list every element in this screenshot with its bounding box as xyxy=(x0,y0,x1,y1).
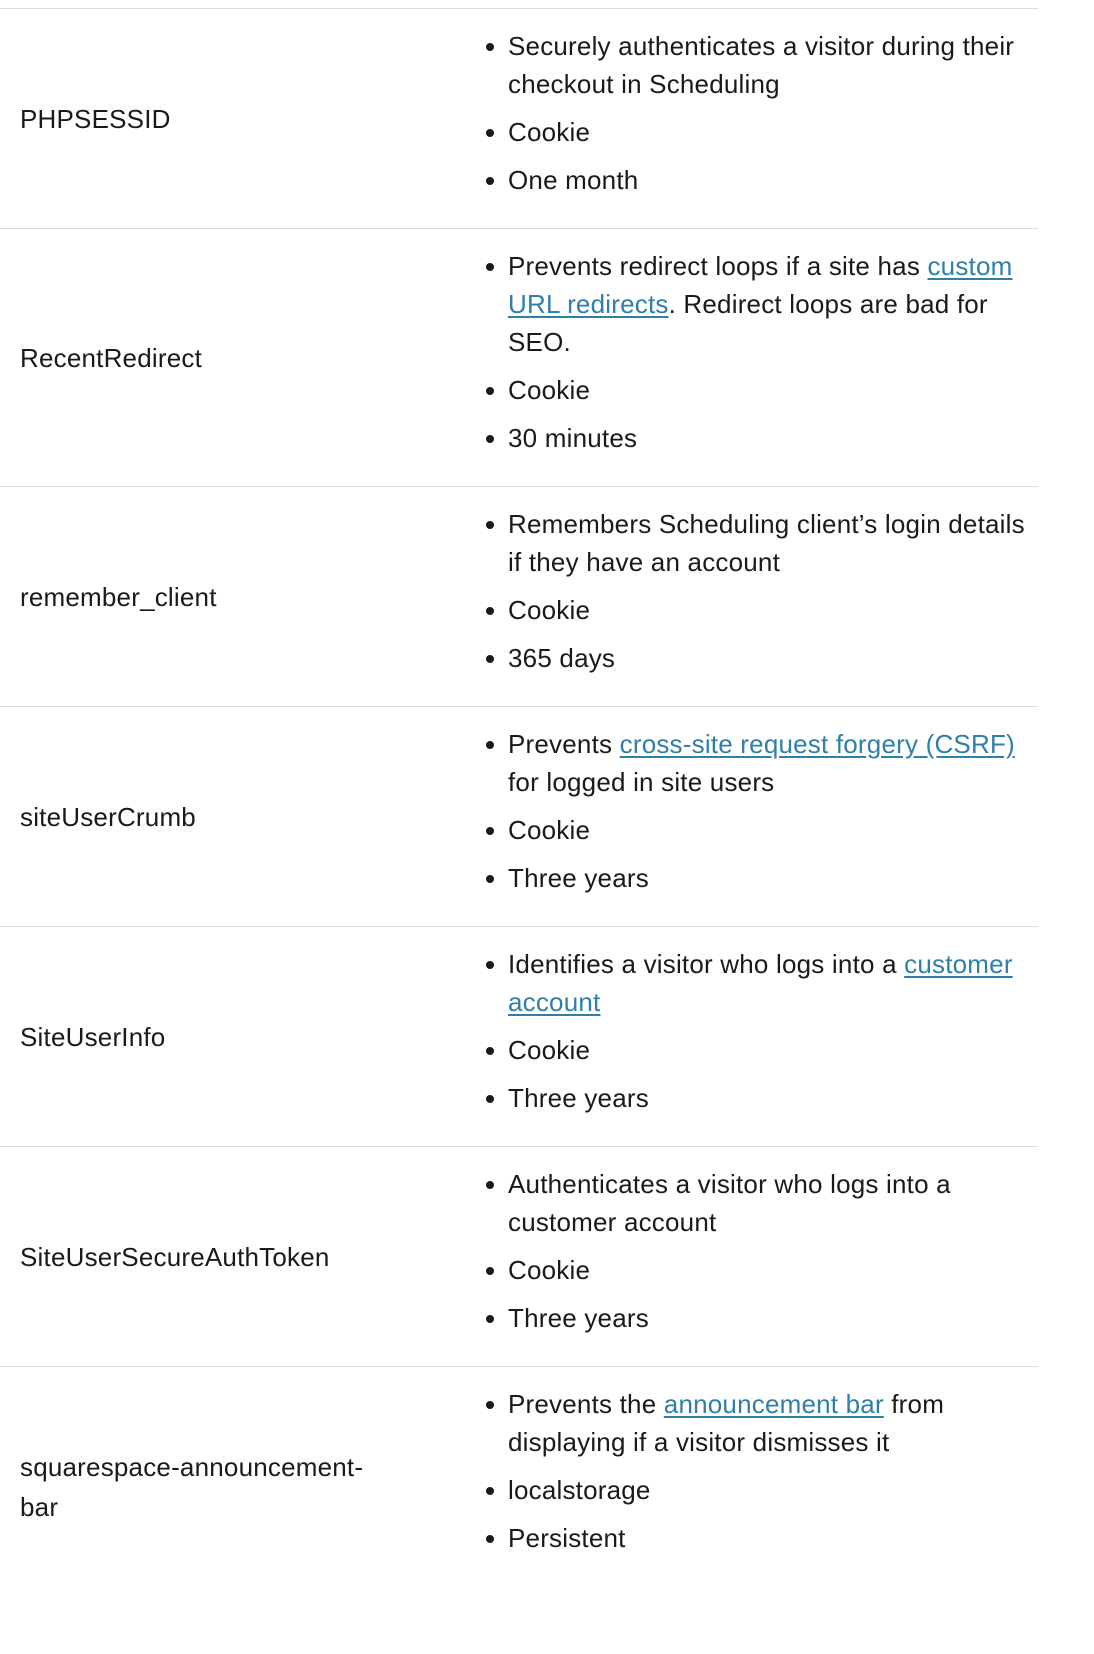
cookie-name: remember_client xyxy=(20,581,217,612)
cookie-details-list xyxy=(472,945,1038,1117)
cookie-duration: Three years xyxy=(472,1079,1038,1117)
cookie-details-list xyxy=(472,27,1038,199)
table-row xyxy=(0,927,1038,1147)
cookie-name-cell xyxy=(0,9,472,228)
cookie-details-list xyxy=(472,505,1038,677)
custom-url-redirects-link[interactable]: custom URL redirects xyxy=(508,251,1013,319)
table-row xyxy=(0,707,1038,927)
cookie-duration: 365 days xyxy=(472,639,1038,677)
cookie-type: Cookie xyxy=(472,811,1038,849)
table-row xyxy=(0,9,1038,229)
cookie-name-cell xyxy=(0,707,472,926)
cookie-details-cell xyxy=(472,707,1038,926)
table-row xyxy=(0,487,1038,707)
cookie-name-cell xyxy=(0,229,472,486)
cookie-name-cell xyxy=(0,487,472,706)
cookie-purpose: Prevents redirect loops if a site has custom URL redirects. Redirect loops are bad for SEO. xyxy=(472,247,1038,361)
cookie-details-cell xyxy=(472,1147,1038,1366)
cookie-duration: 30 minutes xyxy=(472,419,1038,457)
cookie-duration: One month xyxy=(472,161,1038,199)
cookie-type: Cookie xyxy=(472,1251,1038,1289)
announcement-bar-link[interactable]: announcement bar xyxy=(663,1389,884,1419)
cookie-details-cell xyxy=(472,229,1038,486)
cookie-purpose: Authenticates a visitor who logs into a customer account xyxy=(472,1165,1038,1241)
cookie-details-cell xyxy=(472,927,1038,1146)
cookie-purpose: Prevents the announcement bar from displaying if a visitor dismisses it xyxy=(472,1385,1038,1461)
cookie-name: squarespace-announcement-bar xyxy=(20,1452,364,1522)
cookie-duration: Three years xyxy=(472,859,1038,897)
cookie-purpose: Prevents cross-site request forgery (CSRF) for logged in site users xyxy=(472,725,1038,801)
cookie-type: Cookie xyxy=(472,591,1038,629)
cookie-type: Cookie xyxy=(472,371,1038,409)
cookie-name-cell xyxy=(0,1367,472,1607)
cookie-name: SiteUserSecureAuthToken xyxy=(20,1241,330,1272)
csrf-link[interactable]: cross-site request forgery (CSRF) xyxy=(619,729,1015,759)
cookie-type: Cookie xyxy=(472,1031,1038,1069)
cookie-details-list xyxy=(472,247,1038,457)
cookie-table xyxy=(0,8,1038,1607)
cookie-type: localstorage xyxy=(472,1471,1038,1509)
cookie-name: siteUserCrumb xyxy=(20,801,196,832)
cookie-name-cell xyxy=(0,1147,472,1366)
cookie-name: SiteUserInfo xyxy=(20,1021,166,1052)
cookie-duration: Persistent xyxy=(472,1519,1038,1557)
cookie-purpose: Identifies a visitor who logs into a customer account xyxy=(472,945,1038,1021)
cookie-details-list xyxy=(472,725,1038,897)
table-row xyxy=(0,1367,1038,1607)
cookie-purpose: Securely authenticates a visitor during their checkout in Scheduling xyxy=(472,27,1038,103)
cookie-name-cell xyxy=(0,927,472,1146)
customer-account-link[interactable]: customer account xyxy=(508,949,1013,1017)
cookie-purpose: Remembers Scheduling client’s login details if they have an account xyxy=(472,505,1038,581)
cookie-duration: Three years xyxy=(472,1299,1038,1337)
cookie-name: PHPSESSID xyxy=(20,103,171,134)
cookie-details-cell xyxy=(472,1367,1038,1607)
cookie-name: RecentRedirect xyxy=(20,342,202,373)
cookie-type: Cookie xyxy=(472,113,1038,151)
table-row xyxy=(0,1147,1038,1367)
cookie-details-list xyxy=(472,1165,1038,1337)
cookie-details-cell xyxy=(472,487,1038,706)
table-row xyxy=(0,229,1038,487)
cookie-details-list xyxy=(472,1385,1038,1557)
cookie-details-cell xyxy=(472,9,1038,228)
